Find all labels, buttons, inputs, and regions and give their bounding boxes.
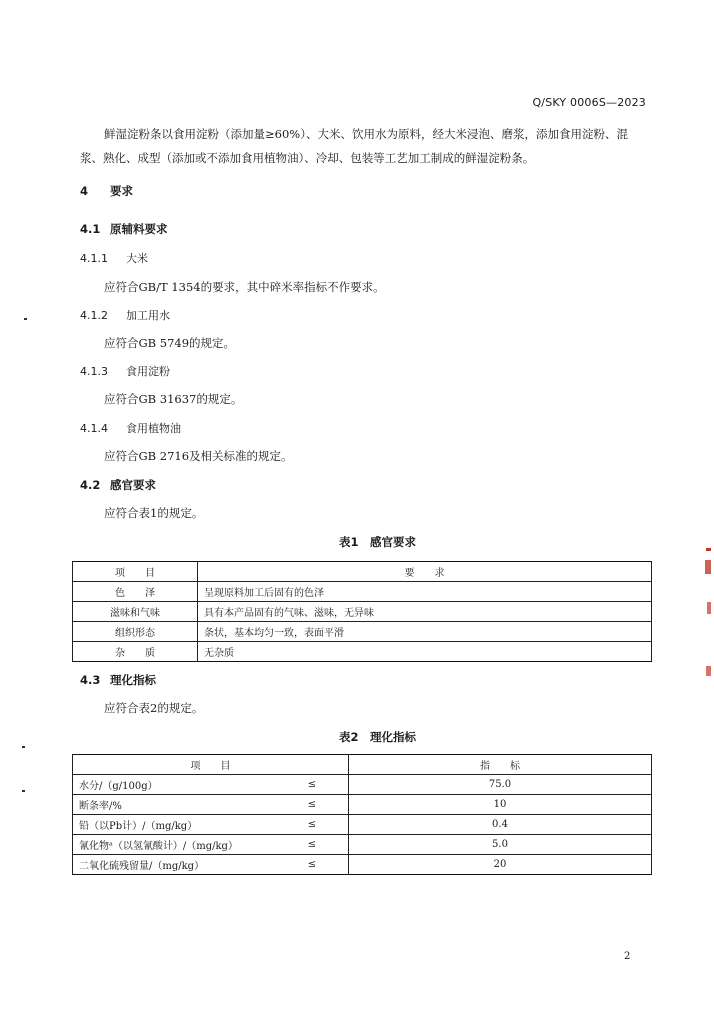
table-cell: 色 泽 xyxy=(73,582,198,602)
table-1-caption: 表1 感官要求 xyxy=(339,535,417,549)
section-title: 感官要求 xyxy=(110,478,156,492)
table-header-cell: 项 目 xyxy=(73,562,198,582)
table-cell: 铅（以Pb计）/（mg/kg） xyxy=(73,815,277,835)
section-4-1-3-text: 应符合GB 31637的规定。 xyxy=(104,392,243,406)
section-4-1-2-heading xyxy=(80,307,170,323)
intro-paragraph: 鲜湿淀粉条以食用淀粉（添加量≥60%）、大米、饮用水为原料，经大米浸泡、磨浆，添加食用淀粉、混浆、熟化、成型（添加或不添加食用植物油）、冷却、包装等工艺加工制成的鲜湿淀粉条。 xyxy=(80,127,628,165)
table-header-cell: 指 标 xyxy=(349,755,652,775)
table-cell: 杂 质 xyxy=(73,642,198,662)
page-number: 2 xyxy=(624,951,631,962)
table-header-cell: 要 求 xyxy=(198,562,652,582)
scan-speck xyxy=(22,746,25,748)
section-number: 4.1.1 xyxy=(80,252,108,265)
table-cell: 氰化物ᵃ（以氢氰酸计）/（mg/kg） xyxy=(73,835,277,855)
table-cell: 二氧化硫残留量/（mg/kg） xyxy=(73,855,277,875)
table-cell: 断条率/% xyxy=(73,795,277,815)
section-4-2-heading xyxy=(80,477,156,493)
table-row xyxy=(73,775,652,795)
table-2-caption: 表2 理化指标 xyxy=(339,730,417,744)
table-row xyxy=(73,622,652,642)
physicochemical-indicators-table xyxy=(72,754,652,875)
section-title: 要求 xyxy=(110,184,133,198)
section-number: 4.1.3 xyxy=(80,365,108,378)
table-row xyxy=(73,582,652,602)
table-header-row xyxy=(73,755,652,775)
section-4-1-4-text: 应符合GB 2716及相关标准的规定。 xyxy=(104,449,293,463)
table-cell: 75.0 xyxy=(349,775,652,795)
table-cell: 20 xyxy=(349,855,652,875)
section-4-1-heading xyxy=(80,221,168,237)
section-number: 4.1.4 xyxy=(80,422,108,435)
table-row xyxy=(73,855,652,875)
table-cell: ≤ xyxy=(276,815,349,835)
section-number: 4.3 xyxy=(80,673,101,687)
table-cell: 0.4 xyxy=(349,815,652,835)
section-title: 大米 xyxy=(126,252,148,265)
seal-edge-mark xyxy=(707,602,711,614)
sensory-requirements-table xyxy=(72,561,652,662)
section-title: 加工用水 xyxy=(126,309,170,322)
seal-edge-mark xyxy=(706,548,711,551)
table-cell: 呈现原料加工后固有的色泽 xyxy=(198,582,652,602)
table-cell: 5.0 xyxy=(349,835,652,855)
document-code: Q/SKY 0006S—2023 xyxy=(532,96,646,109)
scan-speck xyxy=(24,318,27,320)
table-cell: 10 xyxy=(349,795,652,815)
section-4-1-1-heading xyxy=(80,250,148,266)
table-row xyxy=(73,642,652,662)
table-cell: 水分/（g/100g） xyxy=(73,775,277,795)
section-title: 理化指标 xyxy=(110,673,156,687)
table-cell: 无杂质 xyxy=(198,642,652,662)
seal-edge-mark xyxy=(706,666,711,676)
scan-speck xyxy=(22,790,25,792)
table-cell: ≤ xyxy=(276,835,349,855)
section-number: 4 xyxy=(80,184,89,198)
table-cell: 条状，基本均匀一致，表面平滑 xyxy=(198,622,652,642)
table-header-row xyxy=(73,562,652,582)
section-number: 4.2 xyxy=(80,478,101,492)
table-cell: ≤ xyxy=(276,775,349,795)
section-4-1-2-text: 应符合GB 5749的规定。 xyxy=(104,336,236,350)
seal-edge-mark xyxy=(705,560,711,574)
table-row xyxy=(73,815,652,835)
section-4-3-text: 应符合表2的规定。 xyxy=(104,701,204,715)
table-cell: 滋味和气味 xyxy=(73,602,198,622)
section-number: 4.1 xyxy=(80,222,101,236)
table-header-cell: 项 目 xyxy=(73,755,349,775)
section-title: 食用植物油 xyxy=(126,422,181,435)
table-cell: ≤ xyxy=(276,795,349,815)
section-title: 食用淀粉 xyxy=(126,365,170,378)
table-cell: ≤ xyxy=(276,855,349,875)
table-row xyxy=(73,602,652,622)
section-title: 原辅料要求 xyxy=(110,222,168,236)
section-4-1-3-heading xyxy=(80,363,170,379)
table-cell: 具有本产品固有的气味、滋味，无异味 xyxy=(198,602,652,622)
table-cell: 组织形态 xyxy=(73,622,198,642)
section-4-1-4-heading xyxy=(80,420,181,436)
section-4-1-1-text: 应符合GB/T 1354的要求，其中碎米率指标不作要求。 xyxy=(104,280,385,294)
section-4-2-text: 应符合表1的规定。 xyxy=(104,506,204,520)
section-4-3-heading xyxy=(80,672,156,688)
table-row xyxy=(73,835,652,855)
section-4-heading xyxy=(80,183,133,199)
section-number: 4.1.2 xyxy=(80,309,108,322)
table-row xyxy=(73,795,652,815)
